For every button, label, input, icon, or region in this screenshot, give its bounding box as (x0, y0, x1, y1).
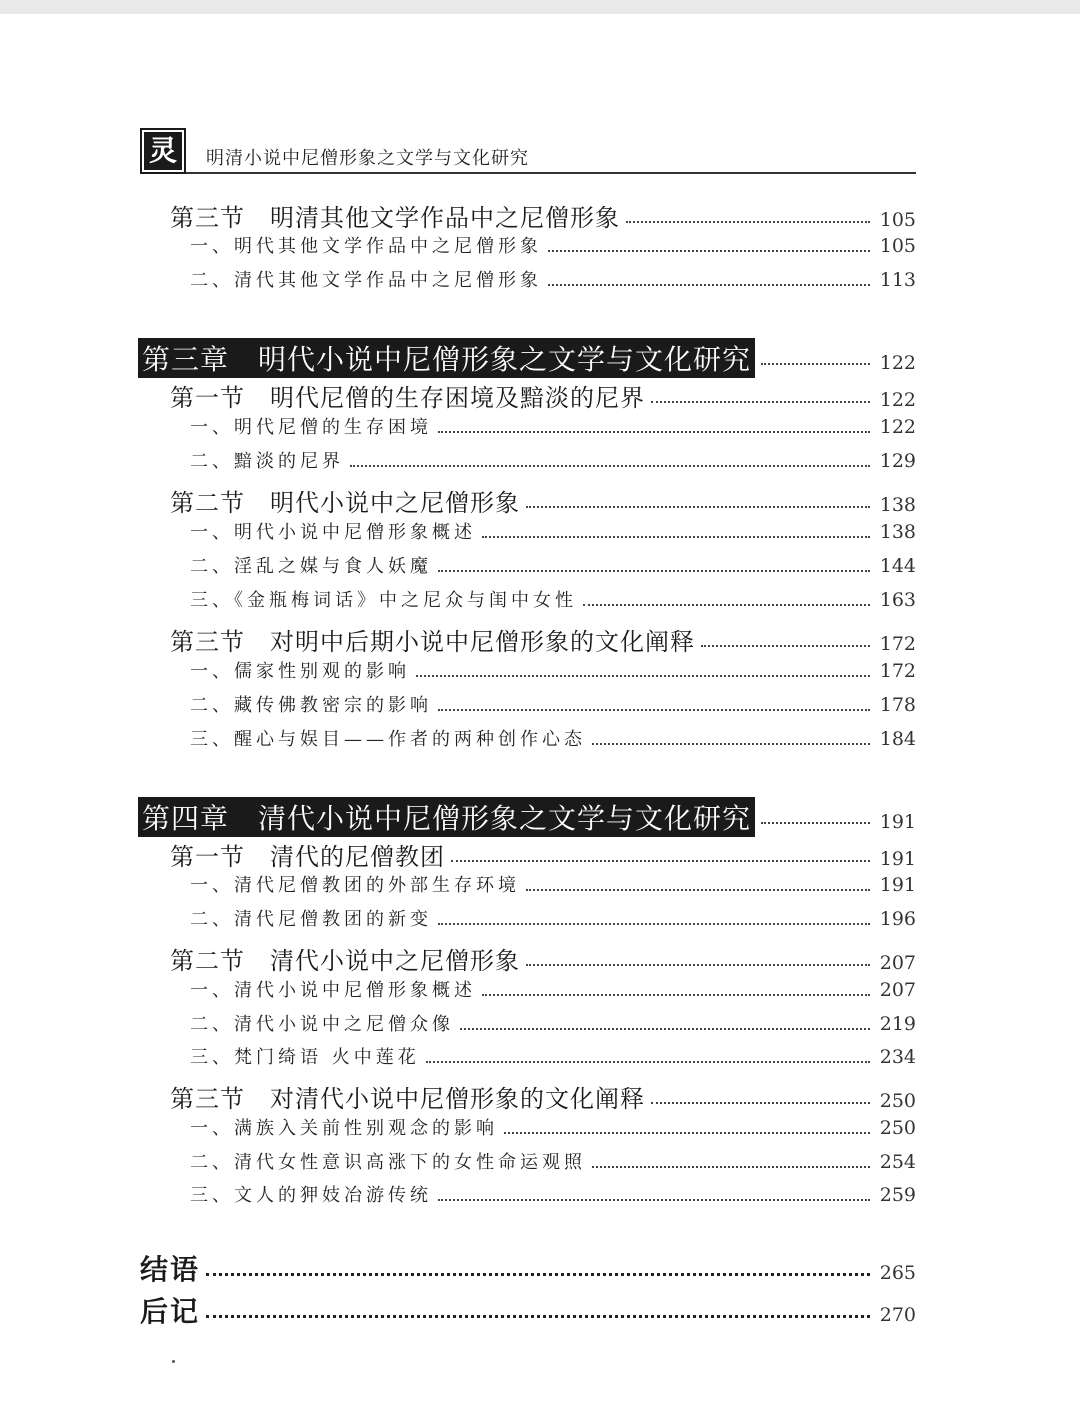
toc-item-title: 二、淫乱之媒与食人妖魔 (190, 556, 432, 577)
dot-leader (761, 363, 870, 365)
toc-section-row (140, 378, 916, 413)
toc-item-row (140, 232, 916, 258)
page-number: 105 (879, 209, 916, 231)
toc-item-row (140, 1181, 916, 1207)
dot-leader (651, 1102, 870, 1104)
toc-item-row (140, 1010, 916, 1036)
page-number: 163 (879, 589, 916, 611)
toc-end-title: 结语 (140, 1253, 201, 1286)
toc-section-row (140, 622, 916, 657)
toc-item-row (140, 725, 916, 751)
toc-section-title: 第二节 清代小说中之尼僧形象 (170, 947, 520, 975)
top-strip (0, 0, 1080, 14)
toc-item-title: 三、醒心与娱目——作者的两种创作心态 (190, 729, 586, 750)
dot-leader (426, 1061, 870, 1063)
toc-item-title: 三、文人的狎妓冶游传统 (190, 1185, 432, 1206)
toc-section-row (140, 483, 916, 518)
toc-item-title: 一、清代小说中尼僧形象概述 (190, 980, 476, 1001)
dot-leader (438, 709, 870, 711)
toc-item-title: 三、梵门绮语 火中莲花 (190, 1047, 420, 1068)
toc-item-title: 一、儒家性别观的影响 (190, 661, 410, 682)
page-number: 219 (879, 1013, 916, 1035)
dot-leader (526, 889, 870, 891)
dot-leader (583, 604, 870, 606)
toc-item-row (140, 518, 916, 544)
dot-leader (438, 923, 870, 925)
dot-leader (592, 743, 870, 745)
dot-leader (206, 1273, 870, 1276)
dot-leader (451, 860, 870, 862)
toc-item-row (140, 552, 916, 578)
toc-section-title: 第三节 明清其他文学作品中之尼僧形象 (170, 204, 620, 232)
page-number: 122 (879, 416, 916, 438)
page-number: 191 (879, 874, 916, 896)
toc-item-title: 二、清代其他文学作品中之尼僧形象 (190, 270, 542, 291)
page-number: 196 (879, 908, 916, 930)
page-number: 105 (879, 235, 916, 257)
page-number: 265 (879, 1262, 916, 1284)
dot-leader (438, 431, 870, 433)
dot-leader (526, 506, 870, 508)
dot-leader (548, 284, 870, 286)
toc-item-row (140, 1148, 916, 1174)
dot-leader (592, 1166, 870, 1168)
running-head (140, 124, 916, 174)
page-number: 113 (879, 269, 916, 291)
toc-section-row (140, 198, 916, 233)
page-number: 234 (879, 1046, 916, 1068)
page-number: 270 (879, 1304, 916, 1326)
toc-item-row (140, 1114, 916, 1140)
dot-leader (438, 1199, 870, 1201)
dot-leader (416, 675, 870, 677)
toc-section-title: 第三节 对清代小说中尼僧形象的文化阐释 (170, 1085, 645, 1113)
toc-item-row (140, 1043, 916, 1069)
page-number: 184 (879, 728, 916, 750)
scan-speck (172, 1360, 175, 1363)
toc-section-title: 第二节 明代小说中之尼僧形象 (170, 489, 520, 517)
page-number: 259 (879, 1184, 916, 1206)
page-number: 250 (879, 1117, 916, 1139)
toc-item-row (140, 691, 916, 717)
dot-leader (651, 401, 870, 403)
page-number: 138 (879, 521, 916, 543)
dot-leader (206, 1315, 870, 1318)
toc-chapter-title: 第三章 明代小说中尼僧形象之文学与文化研究 (138, 338, 755, 378)
toc-chapter-title: 第四章 清代小说中尼僧形象之文学与文化研究 (138, 797, 755, 837)
dot-leader (761, 822, 870, 824)
toc-section-title: 第一节 明代尼僧的生存困境及黯淡的尼界 (170, 384, 645, 412)
toc-section-title: 第三节 对明中后期小说中尼僧形象的文化阐释 (170, 628, 695, 656)
toc-item-row (140, 657, 916, 683)
toc-item-title: 三、《金瓶梅词话》中之尼众与闺中女性 (190, 590, 577, 611)
toc-item-title: 一、满族入关前性别观念的影响 (190, 1118, 498, 1139)
dot-leader (626, 221, 870, 223)
page-number: 191 (879, 811, 916, 833)
page-number: 129 (879, 450, 916, 472)
toc-item-row (140, 976, 916, 1002)
toc-section-row (140, 941, 916, 976)
page-number: 144 (879, 555, 916, 577)
toc-item-title: 一、明代尼僧的生存困境 (190, 417, 432, 438)
dot-leader (350, 465, 870, 467)
page-number: 172 (879, 660, 916, 682)
dot-leader (482, 536, 870, 538)
page-number: 172 (879, 633, 916, 655)
toc-end-row (140, 1290, 916, 1330)
book-title: 明清小说中尼僧形象之文学与文化研究 (206, 148, 529, 169)
toc-item-title: 二、清代尼僧教团的新变 (190, 909, 432, 930)
logo-mark: 灵 (140, 128, 186, 174)
toc-chapter-row (140, 797, 916, 837)
toc-chapter-row (140, 338, 916, 378)
page-number: 207 (879, 952, 916, 974)
toc-item-row (140, 266, 916, 292)
toc-section-row (140, 1079, 916, 1114)
page-number: 207 (879, 979, 916, 1001)
page-number: 254 (879, 1151, 916, 1173)
toc-end-row (140, 1248, 916, 1288)
dot-leader (438, 570, 870, 572)
dot-leader (482, 994, 870, 996)
page-number: 250 (879, 1090, 916, 1112)
toc-item-title: 二、清代小说中之尼僧众像 (190, 1014, 454, 1035)
toc-section-title: 第一节 清代的尼僧教团 (170, 843, 445, 871)
toc-item-row (140, 413, 916, 439)
dot-leader (504, 1132, 870, 1134)
toc-item-title: 二、黯淡的尼界 (190, 451, 344, 472)
page-number: 178 (879, 694, 916, 716)
toc-item-row (140, 905, 916, 931)
page-number: 191 (879, 848, 916, 870)
dot-leader (526, 964, 870, 966)
toc-item-row (140, 447, 916, 473)
toc-item-title: 二、清代女性意识高涨下的女性命运观照 (190, 1152, 586, 1173)
page-number: 122 (879, 389, 916, 411)
toc-item-title: 一、清代尼僧教团的外部生存环境 (190, 875, 520, 896)
toc-end-title: 后记 (140, 1295, 201, 1328)
toc-item-row (140, 871, 916, 897)
page-number: 122 (879, 352, 916, 374)
toc-item-title: 一、明代小说中尼僧形象概述 (190, 522, 476, 543)
dot-leader (460, 1028, 870, 1030)
toc-item-title: 一、明代其他文学作品中之尼僧形象 (190, 236, 542, 257)
toc-item-title: 二、藏传佛教密宗的影响 (190, 695, 432, 716)
dot-leader (548, 250, 870, 252)
toc-item-row (140, 586, 916, 612)
page-number: 138 (879, 494, 916, 516)
toc-section-row (140, 837, 916, 872)
dot-leader (701, 645, 870, 647)
